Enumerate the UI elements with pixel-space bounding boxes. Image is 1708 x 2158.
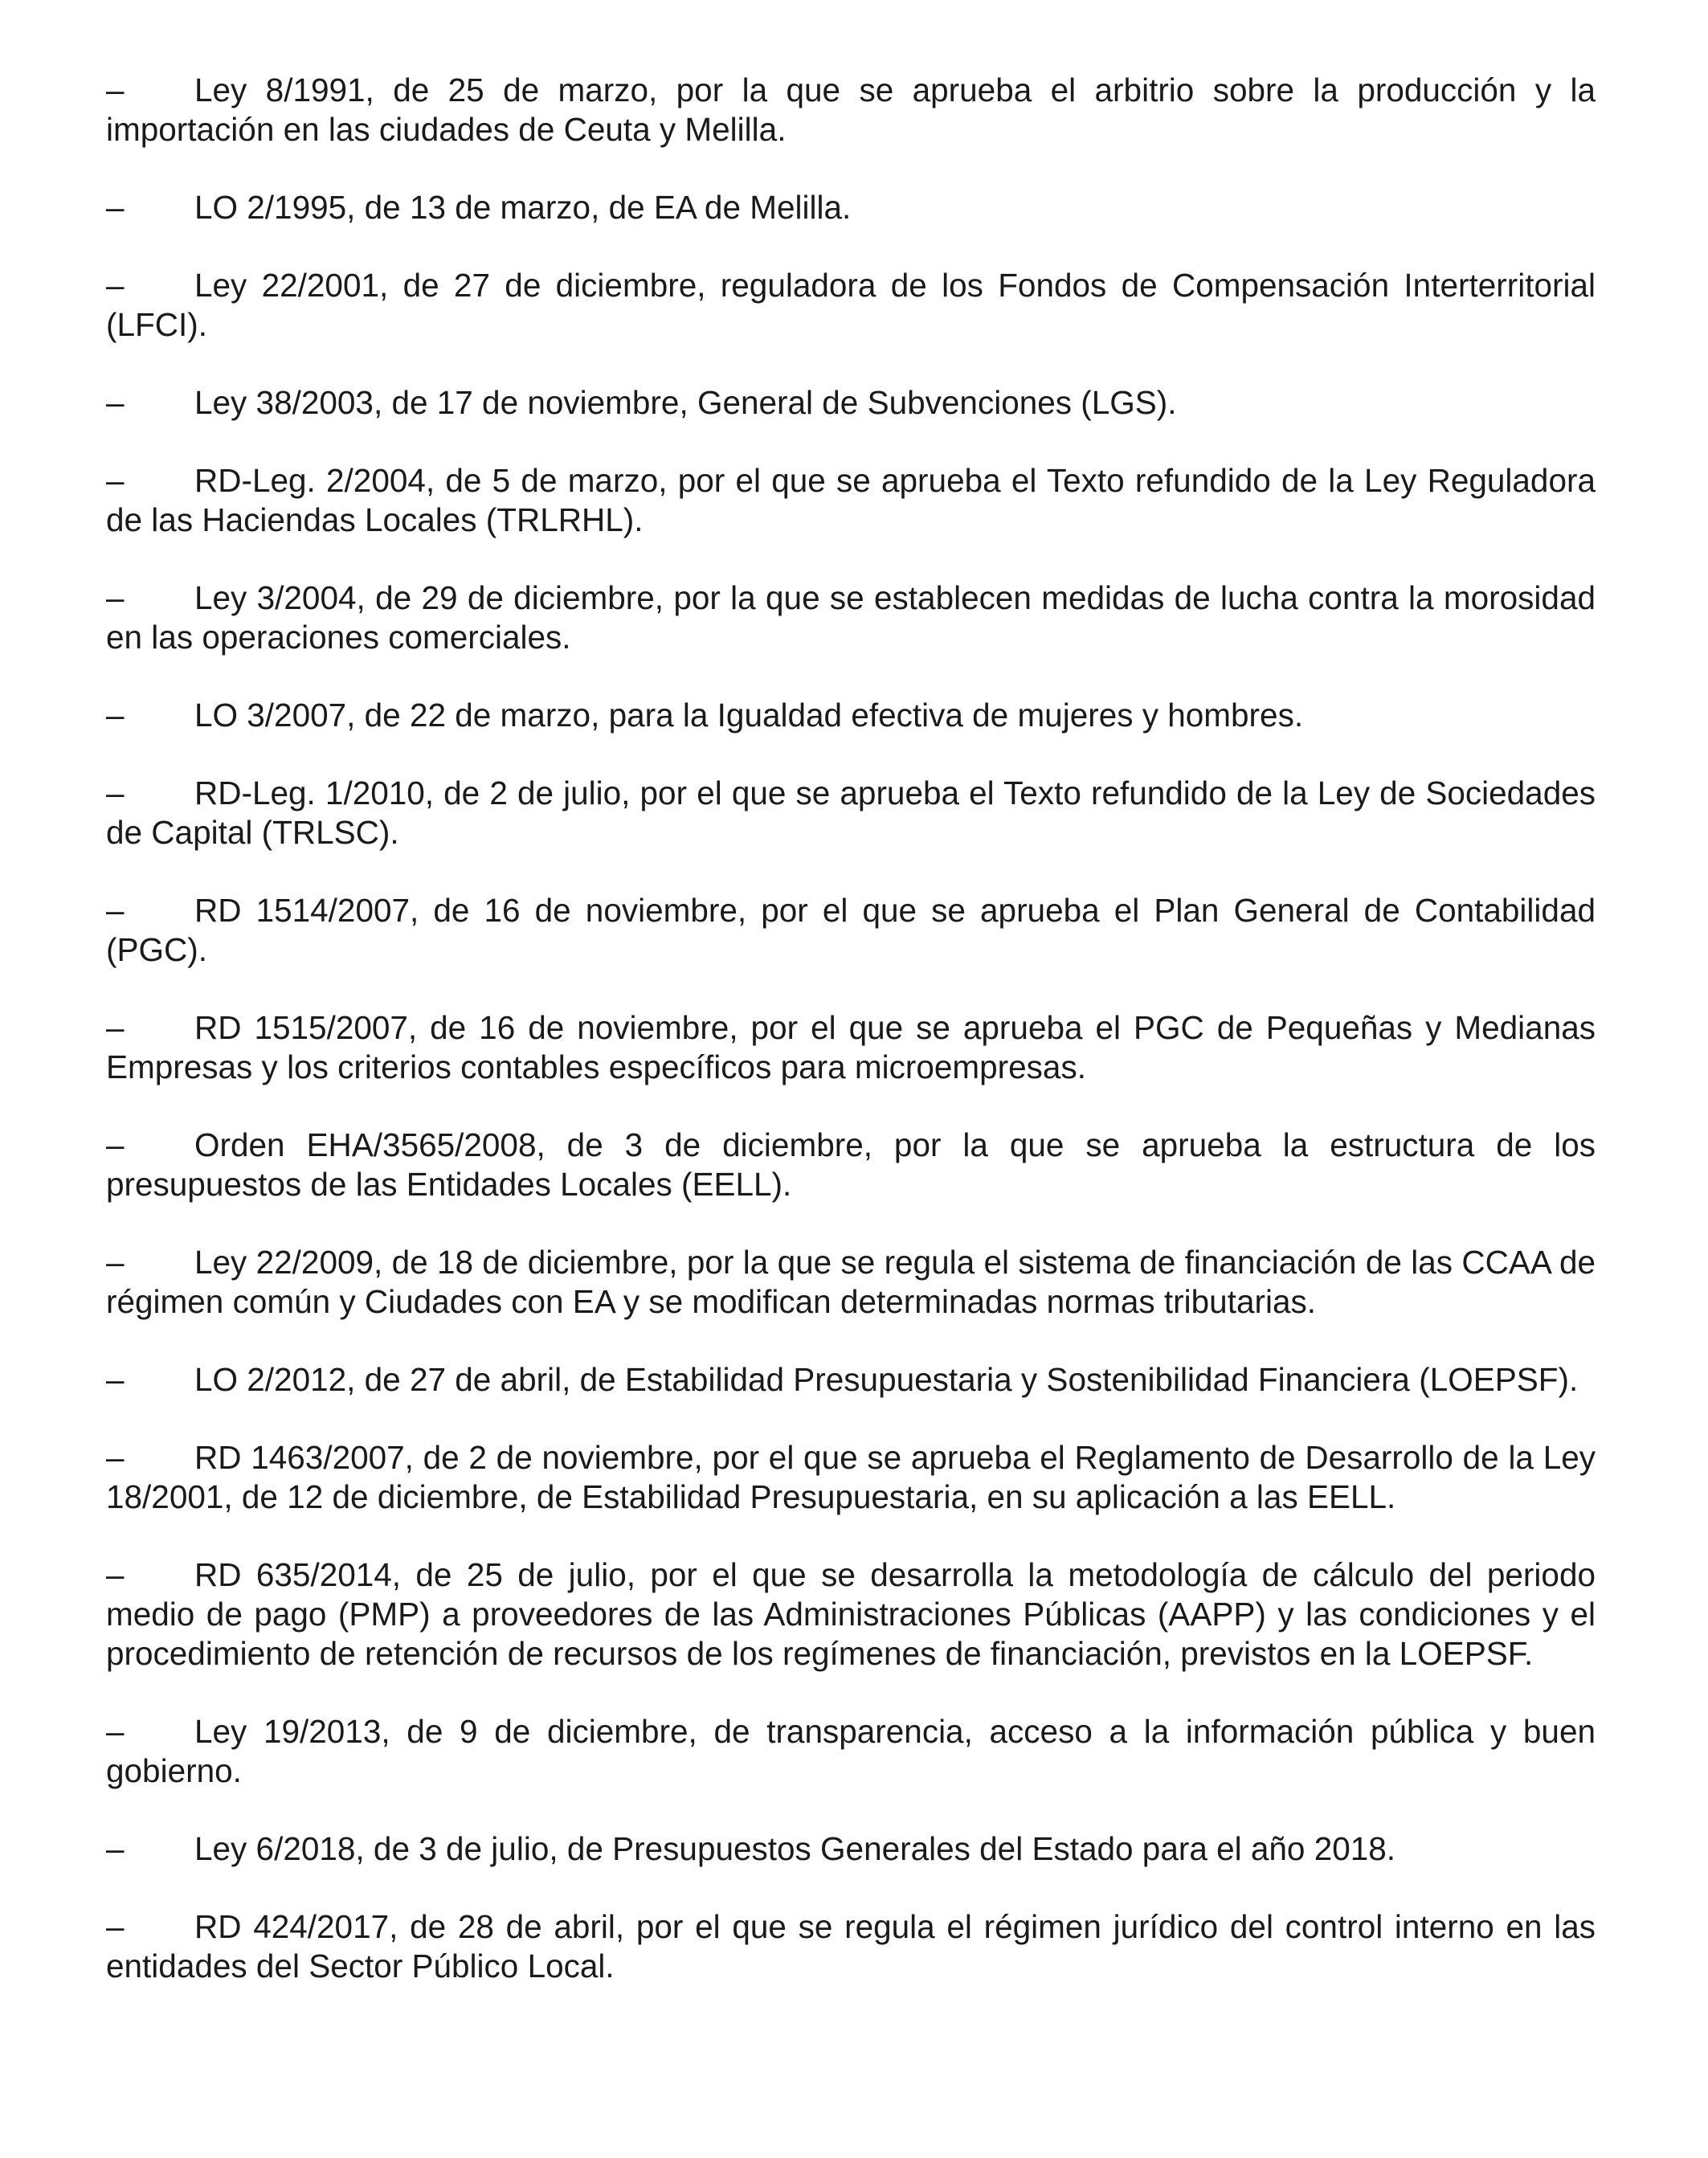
list-item-text: RD 1514/2007, de 16 de noviembre, por el que se aprueba el Plan General de Contabilidad (PGC).	[106, 892, 1596, 968]
bullet-dash: –	[106, 1830, 125, 1867]
list-item-text: LO 2/2012, de 27 de abril, de Estabilidad Presupuestaria y Sostenibilidad Financiera (LOEPSF).	[194, 1361, 1579, 1398]
list-item-text: RD 635/2014, de 25 de julio, por el que se desarrolla la metodología de cálculo del periodo medio de pago (PMP) a proveedores de las Administraciones Públicas (AAPP) y las condiciones y el procedimiento de retención de recursos de los regímenes de financiación, previstos en la LOEPSF.	[106, 1556, 1596, 1672]
document-page	[106, 71, 1596, 2025]
list-item-text: RD 1463/2007, de 2 de noviembre, por el que se aprueba el Reglamento de Desarrollo de la Ley 18/2001, de 12 de diciembre, de Estabilidad Presupuestaria, en su aplicación a las EELL.	[106, 1439, 1596, 1515]
list-item	[106, 266, 1596, 345]
bullet-dash: –	[106, 1908, 125, 1945]
list-item	[106, 696, 1596, 735]
list-item	[106, 1712, 1596, 1791]
list-item-text: RD 424/2017, de 28 de abril, por el que se regula el régimen jurídico del control interno en las entidades del Sector Público Local.	[106, 1908, 1596, 1984]
list-item-text: Ley 3/2004, de 29 de diciembre, por la que se establecen medidas de lucha contra la morosidad en las operaciones comerciales.	[106, 579, 1596, 656]
list-item-text: LO 3/2007, de 22 de marzo, para la Igualdad efectiva de mujeres y hombres.	[194, 697, 1304, 734]
list-item	[106, 1008, 1596, 1087]
list-item	[106, 383, 1596, 423]
bullet-dash: –	[106, 579, 125, 616]
list-item-text: Ley 19/2013, de 9 de diciembre, de transparencia, acceso a la información pública y buen gobierno.	[106, 1713, 1596, 1789]
bullet-dash: –	[106, 1439, 125, 1476]
bullet-dash: –	[106, 72, 125, 108]
bullet-dash: –	[106, 384, 125, 421]
bullet-dash: –	[106, 462, 125, 499]
bullet-dash: –	[106, 892, 125, 929]
list-item-text: LO 2/1995, de 13 de marzo, de EA de Melilla.	[194, 189, 852, 226]
bullet-dash: –	[106, 1713, 125, 1750]
list-item-text: Ley 6/2018, de 3 de julio, de Presupuestos Generales del Estado para el año 2018.	[194, 1830, 1396, 1867]
bullet-dash: –	[106, 267, 125, 304]
list-item-text: RD-Leg. 1/2010, de 2 de julio, por el que se aprueba el Texto refundido de la Ley de Sociedades de Capital (TRLSC).	[106, 775, 1596, 851]
list-item-text: Ley 22/2009, de 18 de diciembre, por la que se regula el sistema de financiación de las CCAA de régimen común y Ciudades con EA y se modifican determinadas normas tributarias.	[106, 1244, 1596, 1320]
list-item	[106, 188, 1596, 227]
list-item-text: Ley 8/1991, de 25 de marzo, por la que se aprueba el arbitrio sobre la producción y la importación en las ciudades de Ceuta y Melilla.	[106, 72, 1596, 148]
list-item-text: Orden EHA/3565/2008, de 3 de diciembre, por la que se aprueba la estructura de los presupuestos de las Entidades Locales (EELL).	[106, 1126, 1596, 1203]
bullet-dash: –	[106, 1361, 125, 1398]
list-item-text: RD 1515/2007, de 16 de noviembre, por el que se aprueba el PGC de Pequeñas y Medianas Empresas y los criterios contables específicos para microempresas.	[106, 1009, 1596, 1085]
list-item	[106, 1907, 1596, 1986]
list-item	[106, 1243, 1596, 1322]
list-item	[106, 891, 1596, 970]
list-item	[106, 1126, 1596, 1204]
list-item-text: RD-Leg. 2/2004, de 5 de marzo, por el que se aprueba el Texto refundido de la Ley Reguladora de las Haciendas Locales (TRLRHL).	[106, 462, 1596, 538]
bullet-dash: –	[106, 1009, 125, 1046]
bullet-dash: –	[106, 1244, 125, 1281]
bullet-dash: –	[106, 775, 125, 811]
list-item-text: Ley 22/2001, de 27 de diciembre, reguladora de los Fondos de Compensación Interterritorial (LFCI).	[106, 267, 1596, 343]
list-item	[106, 774, 1596, 852]
list-item	[106, 461, 1596, 540]
bullet-dash: –	[106, 1556, 125, 1593]
list-item	[106, 578, 1596, 657]
bullet-dash: –	[106, 697, 125, 734]
bullet-dash: –	[106, 189, 125, 226]
list-item	[106, 1360, 1596, 1400]
list-item	[106, 1829, 1596, 1869]
list-item	[106, 1438, 1596, 1517]
list-item	[106, 1555, 1596, 1674]
list-item	[106, 71, 1596, 149]
list-item-text: Ley 38/2003, de 17 de noviembre, General de Subvenciones (LGS).	[194, 384, 1177, 421]
bullet-dash: –	[106, 1126, 125, 1163]
